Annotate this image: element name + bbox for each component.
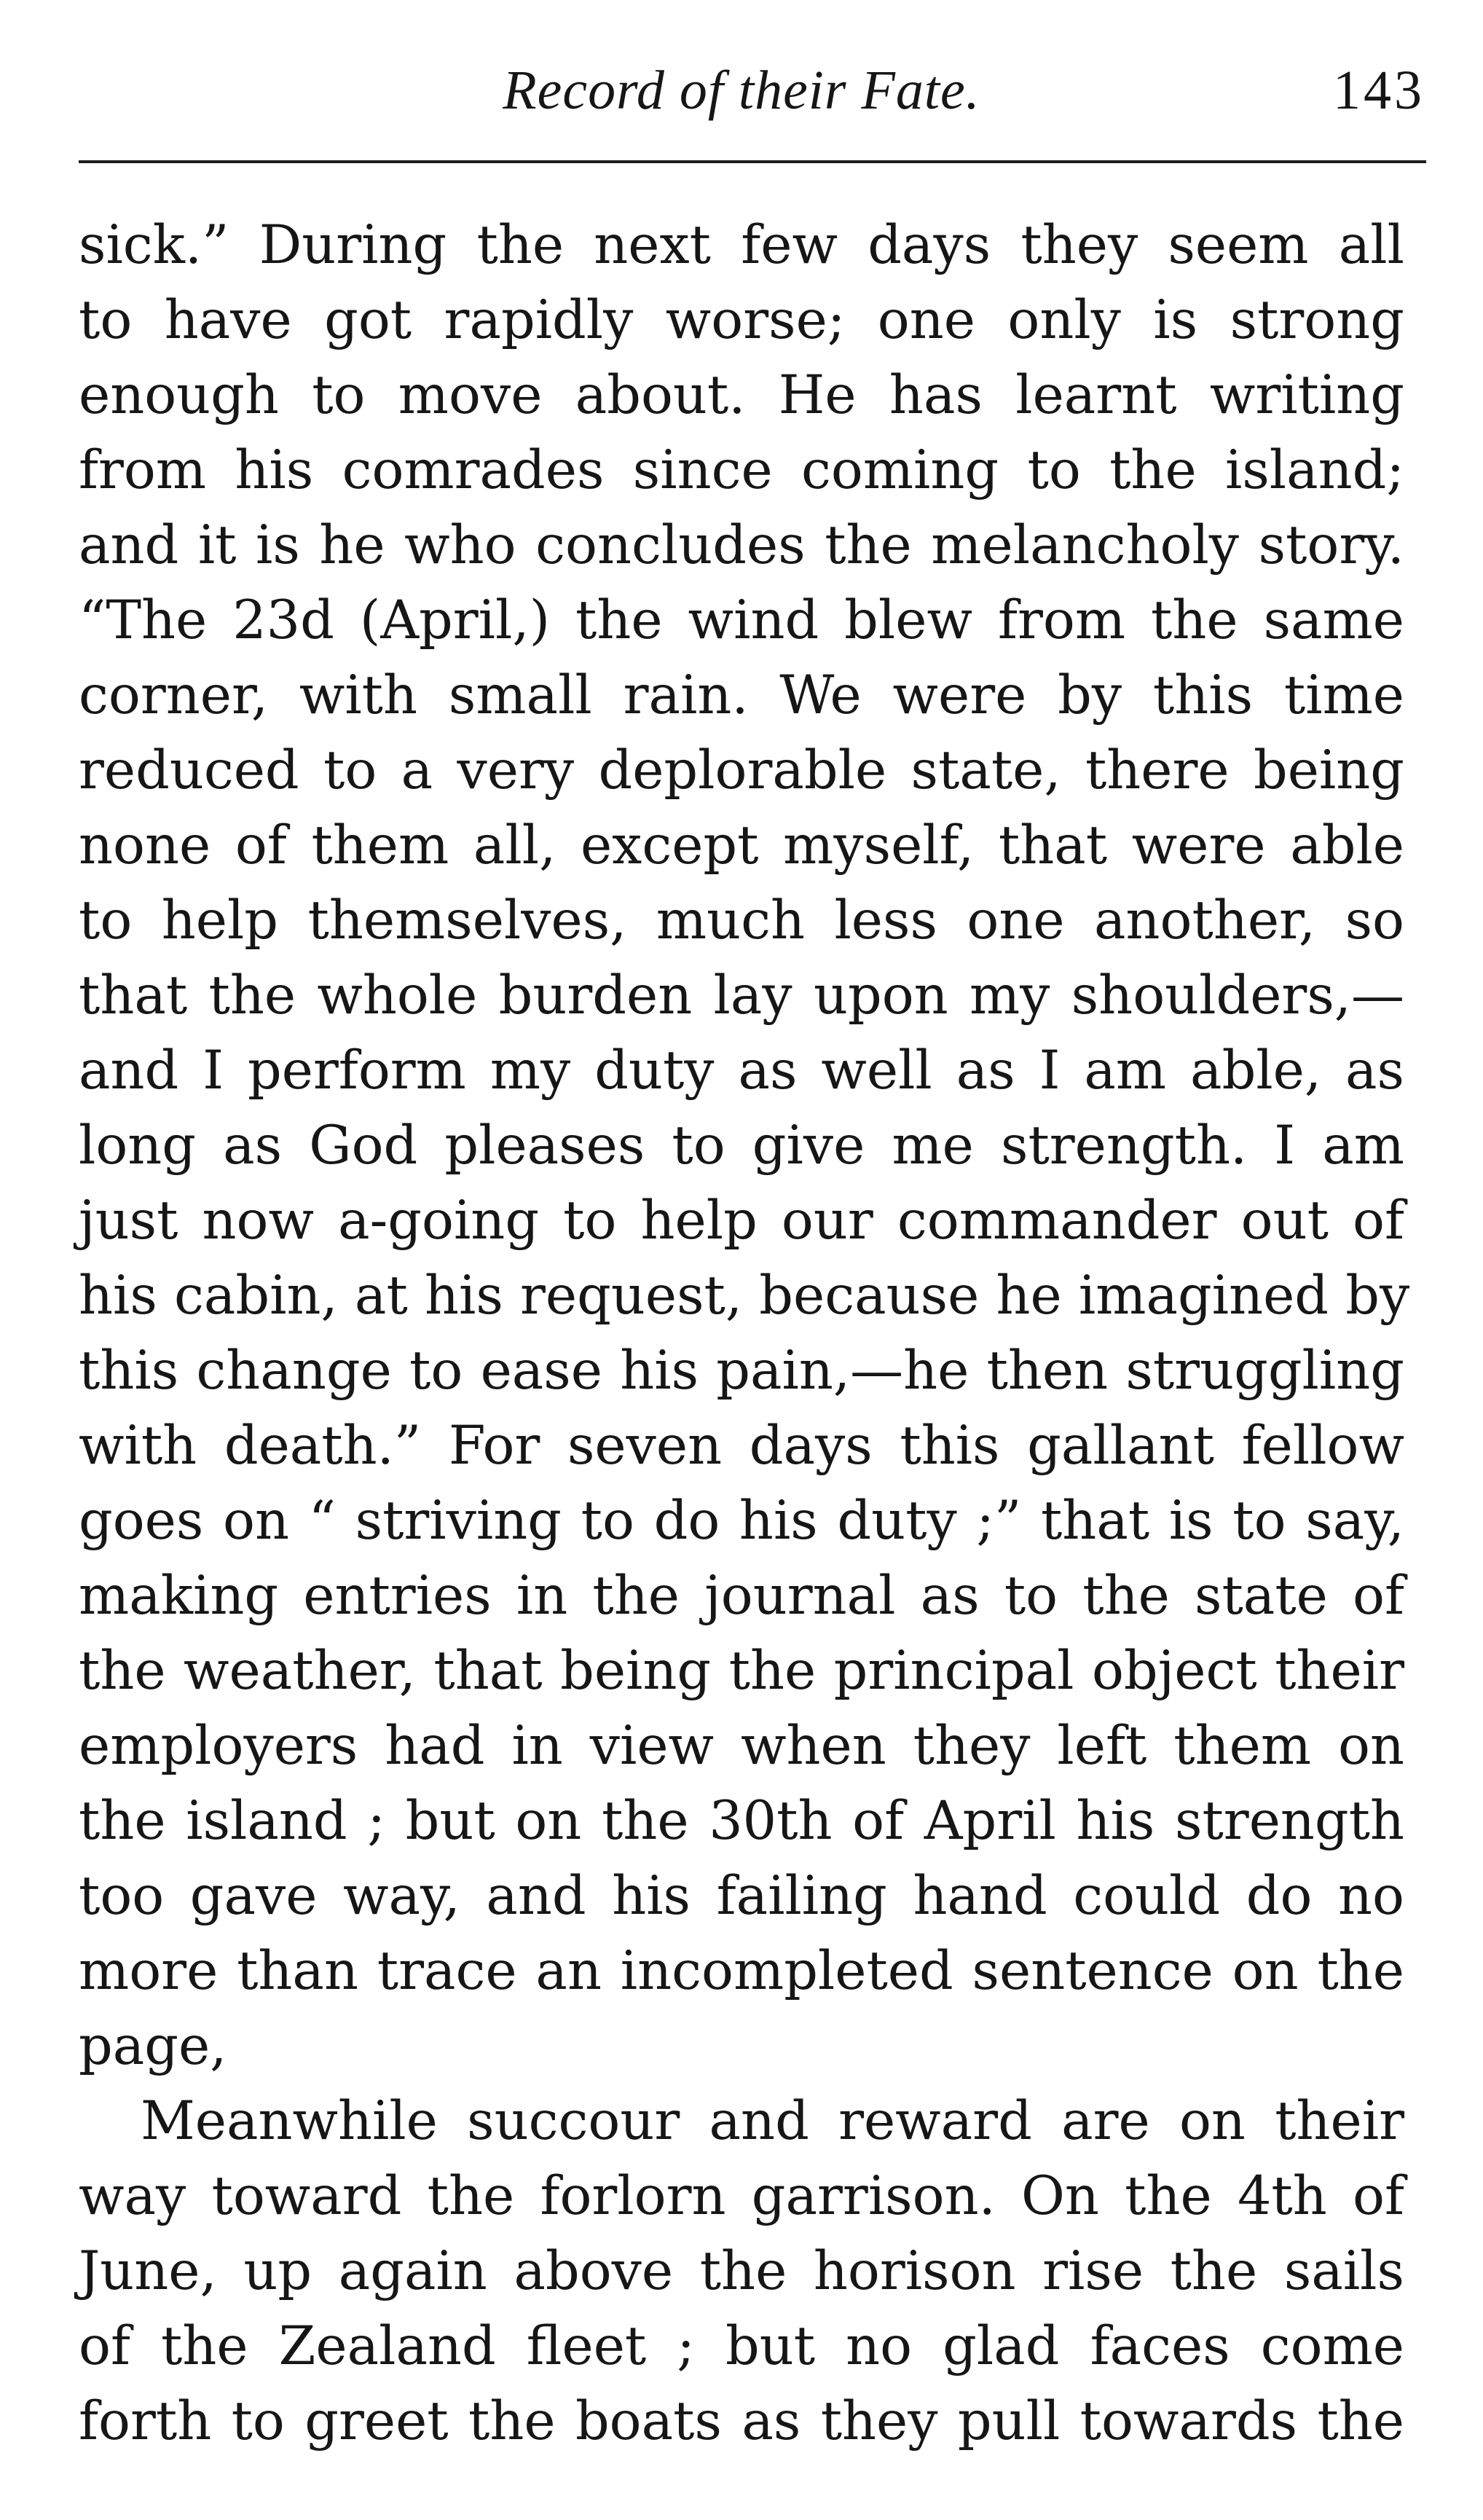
text-line: making entries in the journal as to the state of xyxy=(79,1565,1404,1627)
header-rule xyxy=(79,160,1426,163)
text-line: long as God pleases to give me strength. I am xyxy=(79,1115,1404,1177)
text-line: “The 23d (April,) the wind blew from the same xyxy=(79,589,1404,651)
text-line: forth to greet the boats as they pull towards the xyxy=(79,2390,1404,2452)
page-number: 143 xyxy=(1333,60,1425,121)
text-line: his cabin, at his request, because he imagined by xyxy=(79,1265,1410,1327)
text-line: that the whole burden lay upon my shoulders,— xyxy=(79,965,1404,1027)
text-line: sick.” During the next few days they seem all xyxy=(79,214,1404,276)
text-line: goes on “ striving to do his duty ;” that is to say, xyxy=(79,1490,1404,1552)
body-text xyxy=(79,208,1410,2459)
text-line: more than trace an incompleted sentence on the xyxy=(79,1940,1404,2002)
text-line: employers had in view when they left them on xyxy=(79,1715,1404,1777)
text-line: corner, with small rain. We were by this time xyxy=(79,664,1404,726)
text-line: this change to ease his pain,—he then struggling xyxy=(79,1340,1404,1402)
text-line: enough to move about. He has learnt writing xyxy=(79,364,1404,426)
text-line: with death.” For seven days this gallant fellow xyxy=(79,1415,1404,1477)
text-line: the weather, that being the principal object their xyxy=(79,1640,1404,1702)
paragraph-start-line: Meanwhile succour and reward are on their xyxy=(141,2090,1404,2152)
text-line: to help themselves, much less one another, so xyxy=(79,890,1404,951)
text-line: from his comrades since coming to the island; xyxy=(79,439,1404,501)
text-line: the island ; but on the 30th of April his strength xyxy=(79,1790,1404,1852)
text-line: way toward the forlorn garrison. On the 4th of xyxy=(79,2165,1404,2227)
text-line: and it is he who concludes the melancholy story. xyxy=(79,514,1404,576)
text-line: too gave way, and his failing hand could do no xyxy=(79,1865,1404,1927)
text-line: none of them all, except myself, that were able xyxy=(79,815,1404,876)
text-line: and I perform my duty as well as I am able, as xyxy=(79,1040,1404,1102)
text-line: of the Zealand fleet ; but no glad faces come xyxy=(79,2315,1404,2377)
text-line: just now a-going to help our commander out of xyxy=(79,1190,1404,1252)
paragraph-end-line: page, xyxy=(79,2015,227,2077)
text-line: to have got rapidly worse; one only is strong xyxy=(79,289,1404,351)
text-line: reduced to a very deplorable state, there being xyxy=(79,739,1404,801)
text-line: June, up again above the horison rise the sails xyxy=(79,2240,1404,2302)
running-head xyxy=(79,54,1425,127)
running-title: Record of their Fate. xyxy=(503,60,980,121)
